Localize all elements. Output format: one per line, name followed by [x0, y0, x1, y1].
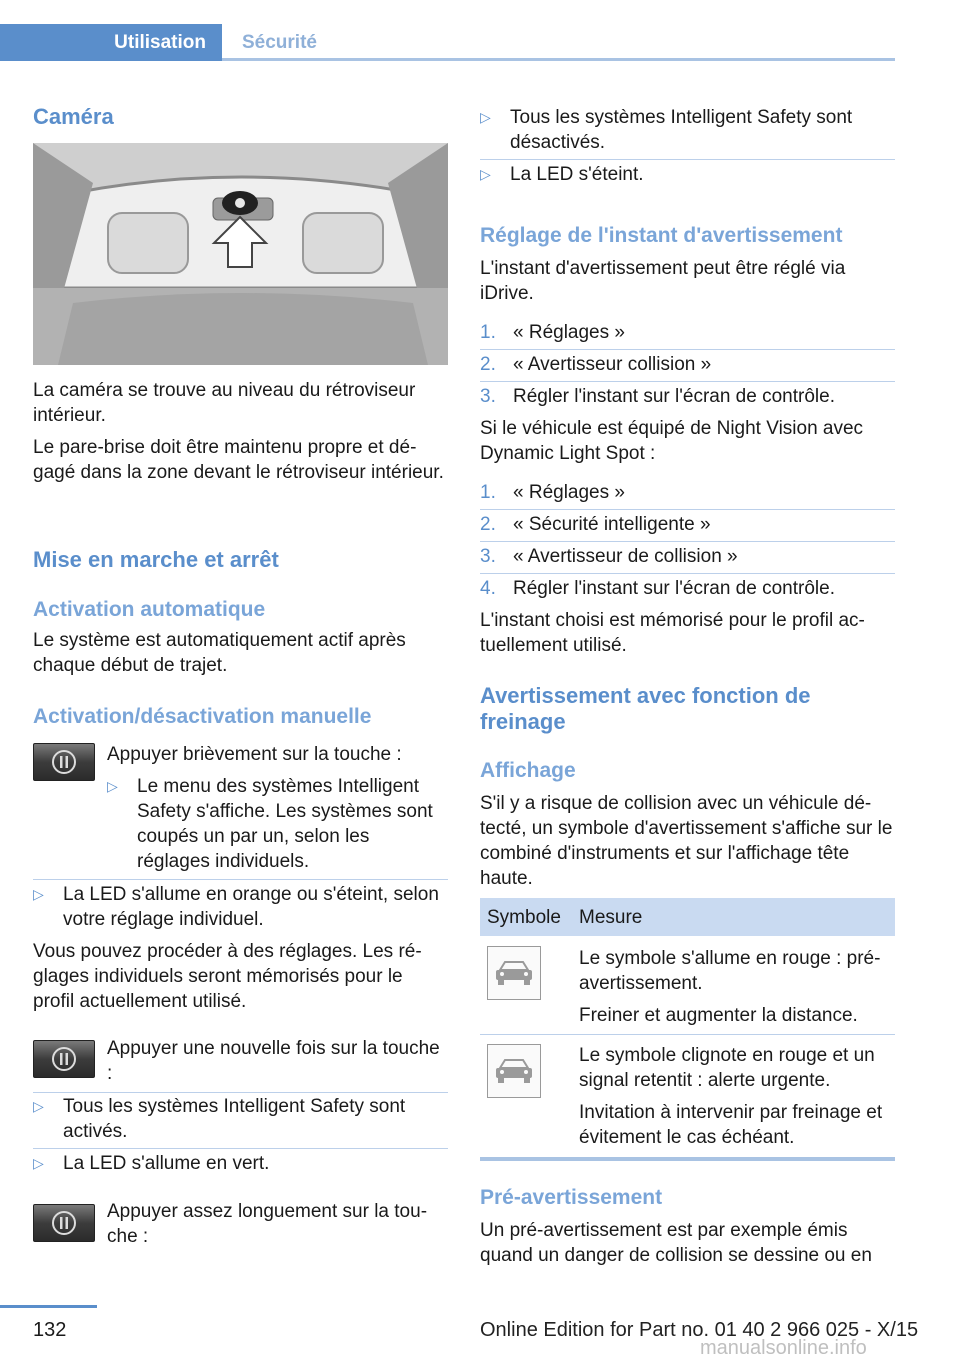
tab-utilisation[interactable] [0, 24, 222, 61]
tab-label: Sécurité [242, 32, 317, 53]
press-long-text: Appuyer assez longuement sur la touche : [107, 1201, 428, 1247]
manual-heading: Activation/désactivation manuelle [33, 705, 372, 728]
bullet-triangle-icon: ▷ [480, 109, 491, 125]
edition-note: Online Edition for Part no. 01 40 2 966 025 - X/15 [480, 1319, 919, 1341]
list-item: ▷ La LED s'éteint. [480, 164, 644, 185]
footer-rule [0, 1305, 97, 1308]
table-header [480, 898, 895, 936]
camera-photo [33, 143, 448, 365]
list-item: 3. Régler l'instant sur l'écran de contrôle. [480, 386, 835, 407]
settings-text: Vous pouvez procéder à des réglages. Les réglages individuels seront mémorisés pour le profil actuellement utilisé. [33, 941, 422, 1012]
divider [480, 1034, 895, 1035]
auto-text: Le système est automatiquement actif après chaque début de trajet. [33, 630, 406, 676]
list-item: ▷ Tous les systèmes Intelligent Safety sont activés. [33, 1096, 406, 1142]
divider [480, 509, 895, 510]
table-row-1-line1: Le symbole s'allume en rouge : pré-avertissement. [579, 948, 881, 994]
tab-underline [222, 58, 895, 61]
table-bottom-rule [480, 1157, 895, 1161]
list-item: 2. « Sécurité intelligente » [480, 514, 711, 535]
divider [33, 1148, 448, 1149]
chapter-tabs [0, 24, 895, 61]
divider [33, 879, 448, 880]
col-symbol-header: Symbole [487, 907, 561, 928]
divider [480, 381, 895, 382]
camera-location-text: La caméra se trouve au niveau du rétroviseur intérieur. [33, 380, 416, 426]
safety-button-image [33, 1204, 95, 1242]
tab-label: Utilisation [114, 32, 206, 53]
pre-warning-text: Un pré-avertissement est par exemple émis quand un danger de collision se dessine ou en [480, 1220, 872, 1266]
press-short-text: Appuyer brièvement sur la touche : [107, 744, 402, 765]
bullet-triangle-icon: ▷ [33, 1098, 44, 1114]
intelligent-safety-icon [51, 1210, 77, 1236]
auto-heading: Activation automatique [33, 598, 266, 621]
car-interior-image [33, 143, 448, 365]
car-warning-icon [487, 946, 541, 1000]
bullet-triangle-icon: ▷ [33, 886, 44, 902]
stored-text: L'instant choisi est mémorisé pour le profil actuellement utilisé. [480, 610, 865, 656]
divider [480, 541, 895, 542]
pre-warning-heading: Pré-avertissement [480, 1186, 663, 1209]
intelligent-safety-icon [51, 749, 77, 775]
brake-heading: Avertissement avec fonction de freinage [480, 683, 811, 734]
car-warning-icon [487, 1044, 541, 1098]
bullet-triangle-icon: ▷ [33, 1155, 44, 1171]
bullet-triangle-icon: ▷ [480, 166, 491, 182]
camera-heading: Caméra [33, 104, 114, 129]
intelligent-safety-icon [51, 1046, 77, 1072]
night-vision-text: Si le véhicule est équipé de Night Vision avec Dynamic Light Spot : [480, 418, 864, 464]
list-item: 4. Régler l'instant sur l'écran de contrôle. [480, 578, 835, 599]
safety-button-image [33, 1040, 95, 1078]
list-item: ▷ La LED s'allume en vert. [33, 1153, 270, 1174]
list-item: 1. « Réglages » [480, 482, 625, 503]
warn-time-heading: Réglage de l'instant d'avertissement [480, 224, 843, 247]
windshield-text: Le pare-brise doit être maintenu propre et dégagé dans la zone devant le rétroviseur intérieur. [33, 437, 444, 483]
display-text: S'il y a risque de collision avec un véhicule détecté, un symbole d'avertissement s'affiche sur le combiné d'instruments et sur l'affichage tête haute. [480, 793, 893, 889]
list-item: ▷ La LED s'allume en orange ou s'éteint, selon votre réglage individuel. [33, 884, 439, 930]
safety-button-image [33, 743, 95, 781]
divider [480, 159, 895, 160]
display-heading: Affichage [480, 759, 576, 782]
list-item: ▷ Le menu des systèmes Intelligent Safety s'affiche. Les systèmes sont coupés un par un, selon les réglages individuels. [107, 776, 433, 872]
list-item: ▷ Tous les systèmes Intelligent Safety sont désactivés. [480, 107, 853, 153]
list-item: 3. « Avertisseur de collision » [480, 546, 738, 567]
table-row-1-line2: Freiner et augmenter la distance. [579, 1005, 858, 1026]
list-item: 2. « Avertisseur collision » [480, 354, 712, 375]
warn-time-text: L'instant d'avertissement peut être réglé via iDrive. [480, 258, 846, 304]
table-row-2-line1: Le symbole clignote en rouge et un signal retentit : alerte urgente. [579, 1045, 875, 1091]
watermark: manualsonline.info [700, 1337, 867, 1359]
col-measure-header: Mesure [579, 907, 643, 928]
bullet-triangle-icon: ▷ [107, 778, 118, 794]
divider [33, 1092, 448, 1093]
press-again-text: Appuyer une nouvelle fois sur la touche : [107, 1038, 440, 1084]
page-number: 132 [33, 1319, 67, 1341]
list-item: 1. « Réglages » [480, 322, 625, 343]
table-row-2-line2: Invitation à intervenir par freinage et évitement le cas échéant. [579, 1102, 883, 1148]
divider [480, 573, 895, 574]
divider [480, 349, 895, 350]
onoff-heading: Mise en marche et arrêt [33, 547, 279, 572]
tab-securite[interactable] [222, 24, 317, 61]
